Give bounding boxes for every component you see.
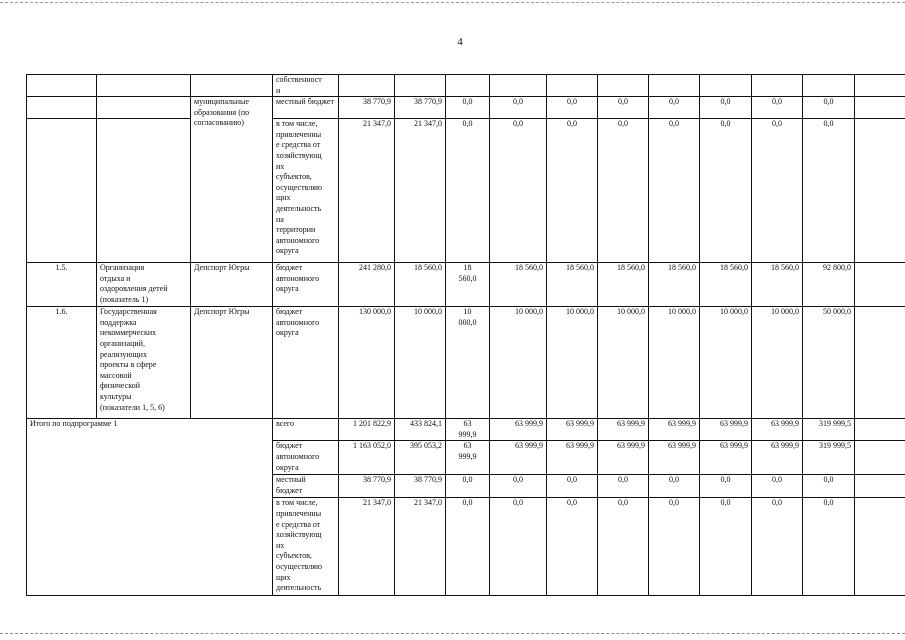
amount-cell: 0,0 (752, 119, 803, 263)
event-name-cell: Государственная поддержка некоммерческих организаций, реализующих проекты в сфере массовой физической культуры (показатели 1, 5, 6) (97, 307, 191, 419)
table-row (27, 119, 905, 263)
amount-cell: 63 999,9 (490, 419, 547, 441)
amount-cell: 0,0 (598, 498, 649, 596)
amount-cell: 0,0 (752, 498, 803, 596)
amount-cell: 63 999,9 (490, 441, 547, 475)
amount-cell: 21 347,0 (395, 119, 446, 263)
funding-source-cell: собственност и (273, 75, 339, 97)
amount-cell (855, 475, 905, 498)
amount-cell: 63 999,9 (700, 441, 752, 475)
executor-cell: Депспорт Югры (191, 307, 273, 419)
table-row (27, 307, 905, 419)
executor-cell (191, 75, 273, 97)
amount-cell: 10 000,0 (446, 307, 490, 419)
amount-cell (855, 75, 905, 97)
amount-cell (855, 419, 905, 441)
amount-cell (598, 75, 649, 97)
amount-cell: 0,0 (598, 97, 649, 119)
amount-cell: 18 560,0 (395, 263, 446, 307)
amount-cell: 0,0 (700, 475, 752, 498)
amount-cell: 18 560,0 (598, 263, 649, 307)
amount-cell: 63 999,9 (598, 441, 649, 475)
amount-cell: 0,0 (490, 475, 547, 498)
amount-cell: 0,0 (649, 97, 700, 119)
scan-edge-bottom (0, 633, 905, 634)
amount-cell: 0,0 (446, 97, 490, 119)
amount-cell: 0,0 (649, 119, 700, 263)
funding-source-cell: всего (273, 419, 339, 441)
amount-cell: 1 201 822,9 (339, 419, 395, 441)
amount-cell: 63 999,9 (547, 441, 598, 475)
amount-cell: 0,0 (547, 97, 598, 119)
funding-source-cell: в том числе, привлеченны е средства от хозяйствующ их субъектов, осуществляю щих деятельность на территории автономного округа (273, 119, 339, 263)
executor-cell: муниципальные образования (по согласованию) (191, 97, 273, 263)
amount-cell: 63 999,9 (547, 419, 598, 441)
amount-cell: 433 824,1 (395, 419, 446, 441)
funding-source-cell: в том числе, привлеченны е средства от хозяйствующ их субъектов, осуществляю щих деятельность (273, 498, 339, 596)
amount-cell: 0,0 (598, 119, 649, 263)
amount-cell: 0,0 (803, 119, 855, 263)
amount-cell (855, 441, 905, 475)
amount-cell: 38 770,9 (339, 97, 395, 119)
amount-cell: 21 347,0 (395, 498, 446, 596)
amount-cell: 63 999,9 (700, 419, 752, 441)
page-number: 4 (457, 36, 463, 48)
amount-cell: 38 770,9 (339, 475, 395, 498)
amount-cell: 10 000,0 (598, 307, 649, 419)
event-name-cell (97, 97, 191, 119)
amount-cell: 38 770,9 (395, 97, 446, 119)
amount-cell: 0,0 (649, 475, 700, 498)
amount-cell: 10 000,0 (547, 307, 598, 419)
amount-cell: 63 999,9 (649, 419, 700, 441)
amount-cell: 18 560,0 (446, 263, 490, 307)
amount-cell: 0,0 (446, 475, 490, 498)
amount-cell: 0,0 (446, 498, 490, 596)
row-number-cell: 1.5. (27, 263, 97, 307)
amount-cell: 63 999,9 (446, 419, 490, 441)
amount-cell: 0,0 (700, 119, 752, 263)
event-name-cell: Организация отдыха и оздоровления детей (показатель 1) (97, 263, 191, 307)
amount-cell (446, 75, 490, 97)
amount-cell: 0,0 (752, 475, 803, 498)
table-row (27, 263, 905, 307)
amount-cell: 0,0 (490, 498, 547, 596)
funding-source-cell: местный бюджет (273, 97, 339, 119)
row-number-cell (27, 97, 97, 119)
funding-source-cell: бюджет автономного округа (273, 441, 339, 475)
amount-cell (547, 75, 598, 97)
amount-cell (855, 97, 905, 119)
amount-cell: 21 347,0 (339, 119, 395, 263)
event-name-cell (97, 119, 191, 263)
funding-source-cell: бюджет автономного округа (273, 307, 339, 419)
amount-cell (855, 263, 905, 307)
amount-cell: 18 560,0 (490, 263, 547, 307)
amount-cell (649, 75, 700, 97)
amount-cell: 241 280,0 (339, 263, 395, 307)
subprogram-total-label: Итого по подпрограмме 1 (27, 419, 273, 596)
table-row (27, 97, 905, 119)
amount-cell (855, 119, 905, 263)
funding-source-cell: бюджет автономного округа (273, 263, 339, 307)
amount-cell: 10 000,0 (649, 307, 700, 419)
amount-cell: 18 560,0 (649, 263, 700, 307)
amount-cell (339, 75, 395, 97)
amount-cell: 1 163 052,0 (339, 441, 395, 475)
amount-cell: 10 000,0 (752, 307, 803, 419)
amount-cell: 38 770,9 (395, 475, 446, 498)
amount-cell: 0,0 (752, 97, 803, 119)
executor-cell: Депспорт Югры (191, 263, 273, 307)
table-row (27, 75, 905, 97)
amount-cell: 63 999,9 (649, 441, 700, 475)
amount-cell: 18 560,0 (547, 263, 598, 307)
amount-cell: 63 999,9 (598, 419, 649, 441)
amount-cell (855, 498, 905, 596)
amount-cell: 10 000,0 (700, 307, 752, 419)
amount-cell: 0,0 (547, 498, 598, 596)
amount-cell: 10 000,0 (490, 307, 547, 419)
row-number-cell: 1.6. (27, 307, 97, 419)
amount-cell: 0,0 (490, 119, 547, 263)
amount-cell: 18 560,0 (752, 263, 803, 307)
amount-cell: 395 053,2 (395, 441, 446, 475)
amount-cell: 0,0 (700, 97, 752, 119)
amount-cell: 0,0 (803, 498, 855, 596)
funding-source-cell: местный бюджет (273, 475, 339, 498)
amount-cell: 0,0 (803, 475, 855, 498)
amount-cell: 0,0 (803, 97, 855, 119)
amount-cell: 0,0 (700, 498, 752, 596)
amount-cell: 319 999,5 (803, 441, 855, 475)
amount-cell: 63 999,9 (752, 441, 803, 475)
amount-cell: 0,0 (547, 475, 598, 498)
amount-cell: 63 999,9 (752, 419, 803, 441)
amount-cell: 0,0 (547, 119, 598, 263)
row-number-cell (27, 119, 97, 263)
amount-cell: 0,0 (649, 498, 700, 596)
amount-cell: 10 000,0 (395, 307, 446, 419)
table-row (27, 419, 905, 441)
amount-cell: 130 000,0 (339, 307, 395, 419)
amount-cell: 319 999,5 (803, 419, 855, 441)
amount-cell: 92 800,0 (803, 263, 855, 307)
amount-cell: 21 347,0 (339, 498, 395, 596)
amount-cell: 18 560,0 (700, 263, 752, 307)
row-number-cell (27, 75, 97, 97)
amount-cell (700, 75, 752, 97)
amount-cell: 50 000,0 (803, 307, 855, 419)
amount-cell: 0,0 (490, 97, 547, 119)
amount-cell (490, 75, 547, 97)
scan-edge-top (0, 2, 905, 3)
amount-cell: 0,0 (598, 475, 649, 498)
amount-cell (752, 75, 803, 97)
amount-cell: 0,0 (446, 119, 490, 263)
amount-cell (395, 75, 446, 97)
budget-table (26, 74, 905, 596)
amount-cell (855, 307, 905, 419)
amount-cell (803, 75, 855, 97)
event-name-cell (97, 75, 191, 97)
amount-cell: 63 999,9 (446, 441, 490, 475)
